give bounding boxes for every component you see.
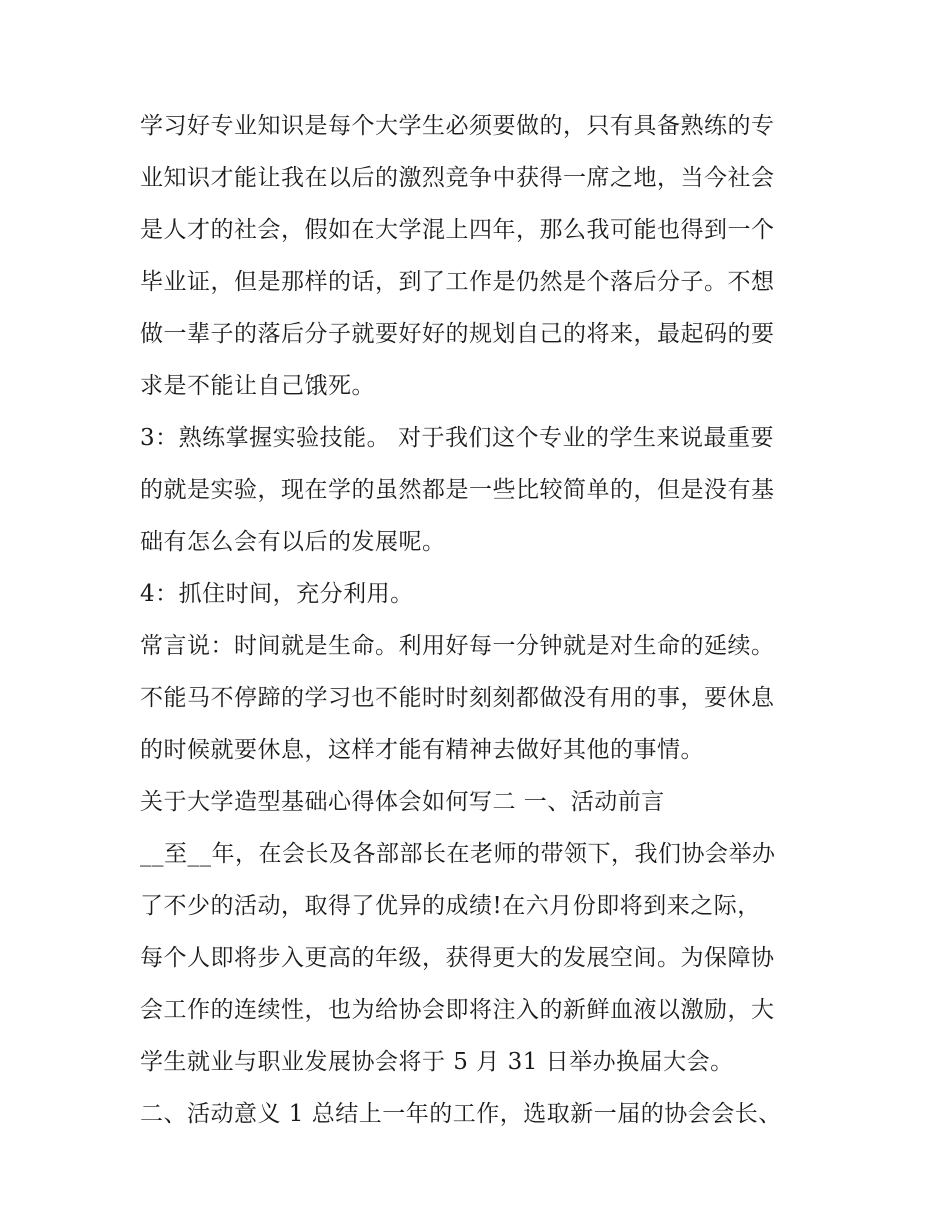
text-line: 了不少的活动，取得了优异的成绩!在六月份即将到来之际， xyxy=(140,893,761,919)
text-line: 础有怎么会有以后的发展呢。 xyxy=(140,529,446,555)
text-line: 不能马不停蹄的学习也不能时时刻刻都做没有用的事，要休息 xyxy=(140,685,775,711)
text-line: 毕业证，但是那样的话，到了工作是仍然是个落后分子。不想 xyxy=(140,269,775,295)
text-line: 业知识才能让我在以后的激烈竞争中获得一席之地，当今社会 xyxy=(140,165,775,191)
text-line: 学生就业与职业发展协会将于 5 月 31 日举办换届大会。 xyxy=(140,1049,734,1075)
text-line: 常言说：时间就是生命。利用好每一分钟就是对生命的延续。 xyxy=(140,633,775,659)
text-line: 每个人即将步入更高的年级，获得更大的发展空间。为保障协 xyxy=(140,945,775,971)
text-line: 会工作的连续性，也为给协会即将注入的新鲜血液以激励，大 xyxy=(140,997,775,1023)
text-line: 的就是实验，现在学的虽然都是一些比较简单的，但是没有基 xyxy=(140,477,775,503)
text-line: 二、活动意义 1 总结上一年的工作，选取新一届的协会会长、 xyxy=(140,1101,782,1127)
text-line: 学习好专业知识是每个大学生必须要做的，只有具备熟练的专 xyxy=(140,113,775,139)
text-line: 关于大学造型基础心得体会如何写二 一、活动前言 xyxy=(140,789,665,815)
text-line: 是人才的社会，假如在大学混上四年，那么我可能也得到一个 xyxy=(140,217,775,243)
text-line: __至__年，在会长及各部部长在老师的带领下，我们协会举办 xyxy=(140,841,776,867)
text-line: 的时候就要休息，这样才能有精神去做好其他的事情。 xyxy=(140,737,704,763)
text-line: 3：熟练掌握实验技能。 对于我们这个专业的学生来说最重要 xyxy=(140,425,774,451)
document-body xyxy=(140,100,820,1140)
text-line: 做一辈子的落后分子就要好好的规划自己的将来，最起码的要 xyxy=(140,321,775,347)
text-line: 4：抓住时间，充分利用。 xyxy=(140,581,414,607)
text-line: 求是不能让自己饿死。 xyxy=(140,373,375,399)
